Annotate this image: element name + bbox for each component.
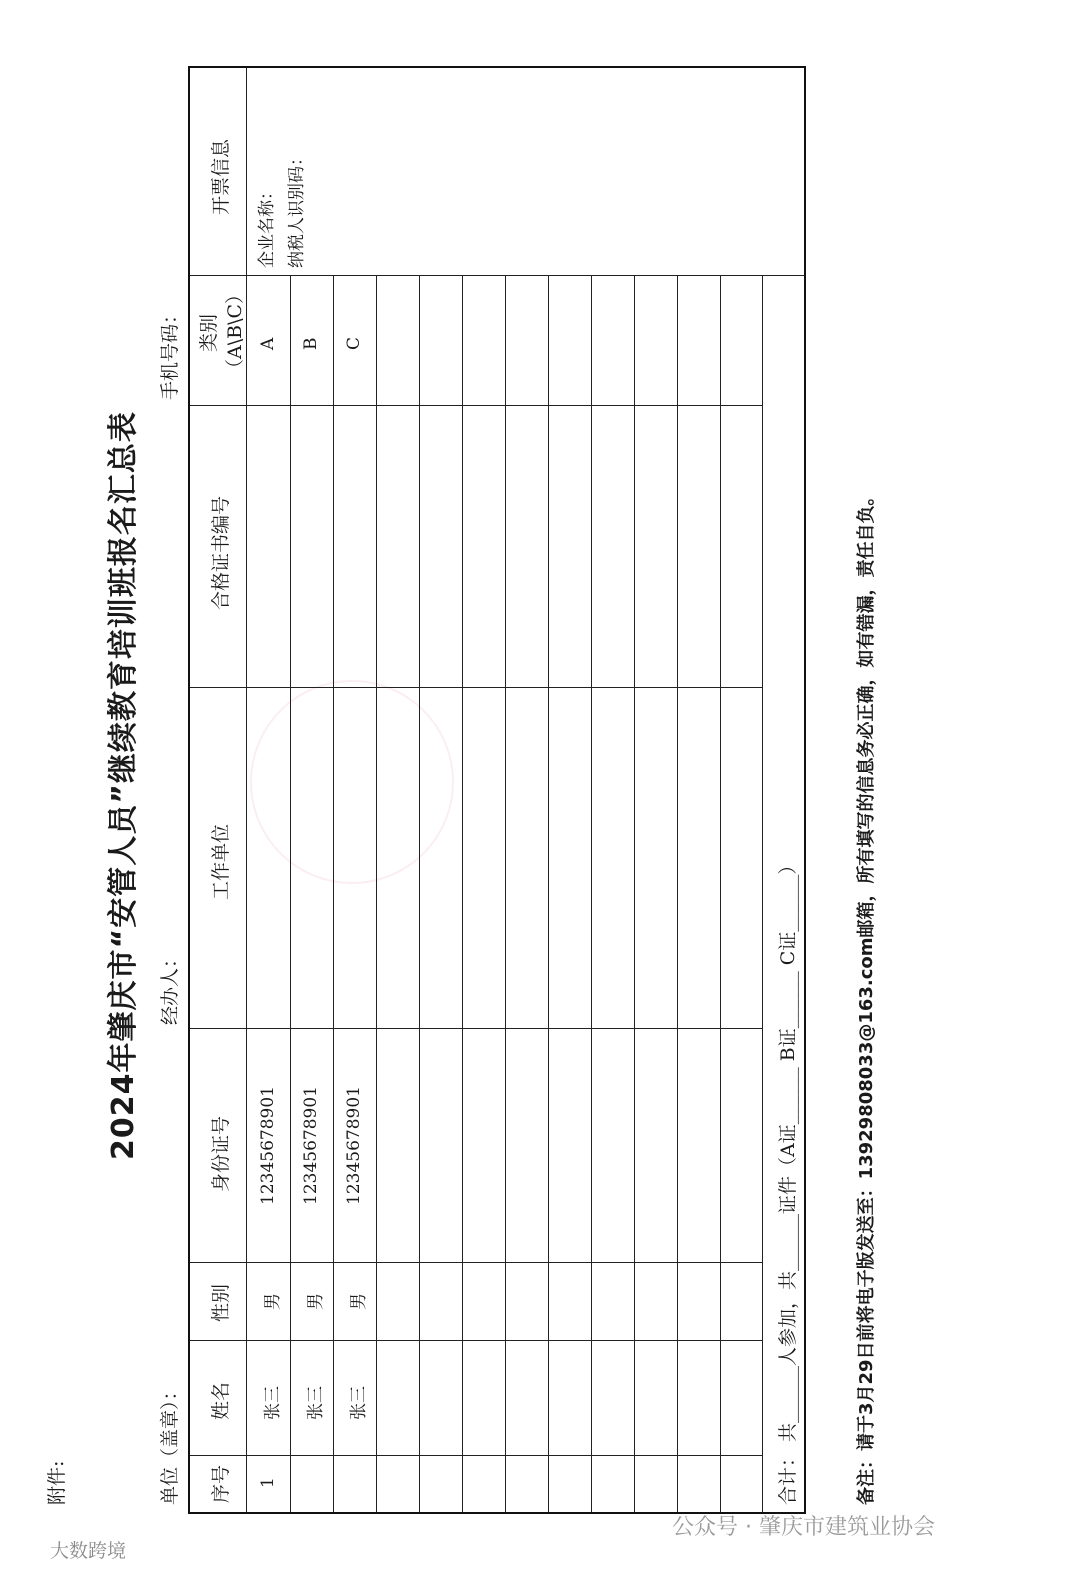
col-header-gender: 性别	[210, 1283, 232, 1322]
faint-stamp	[250, 680, 454, 884]
row1-name: 张三	[263, 1386, 283, 1420]
col-header-seq: 序号	[210, 1464, 232, 1503]
col-header-workplace: 工作单位	[210, 823, 232, 900]
invoice-company-name: 企业名称：	[257, 183, 277, 268]
handler-label: 经办人：	[159, 948, 181, 1025]
totals-line: 合计： 共______人参加，共______证件（A证______ B证______ C证______）	[777, 855, 799, 1505]
row3-category: C	[344, 336, 364, 350]
col-header-invoice: 开票信息	[210, 138, 232, 215]
row1-seq: 1	[258, 1477, 278, 1488]
col-header-name: 姓名	[210, 1381, 232, 1420]
unit-label: 单位（盖章）：	[159, 1381, 181, 1505]
row3-name: 张三	[349, 1386, 369, 1420]
attachment-label: 附件:	[46, 1460, 68, 1505]
page-title: 2024年肇庆市“安管人员”继续教育培训班报名汇总表	[106, 411, 141, 1160]
row2-category: B	[301, 337, 321, 350]
col-header-category: 类别（A\B\C）	[198, 284, 246, 378]
row2-id-number: 12345678901	[301, 1086, 321, 1205]
watermark-left: 大数跨境	[50, 1540, 127, 1562]
phone-label: 手机号码：	[159, 304, 181, 400]
row3-id-number: 12345678901	[344, 1086, 364, 1205]
remark: 备注：请于3月29日前将电子版发送至：13929808033@163.com邮箱，所有填写的信息务必正确，如有错漏，责任自负。	[856, 487, 877, 1505]
col-header-certificate: 合格证书编号	[210, 495, 232, 610]
row2-name: 张三	[306, 1386, 326, 1420]
invoice-tax-id: 纳税人识别码：	[287, 149, 307, 268]
watermark-right: 公众号 · 肇庆市建筑业协会	[672, 1515, 935, 1540]
row1-category: A	[258, 337, 278, 350]
row1-gender: 男	[263, 1293, 283, 1310]
col-header-id-number: 身份证号	[210, 1115, 232, 1192]
row2-gender: 男	[306, 1293, 326, 1310]
row1-id-number: 12345678901	[258, 1086, 278, 1205]
row3-gender: 男	[349, 1293, 369, 1310]
